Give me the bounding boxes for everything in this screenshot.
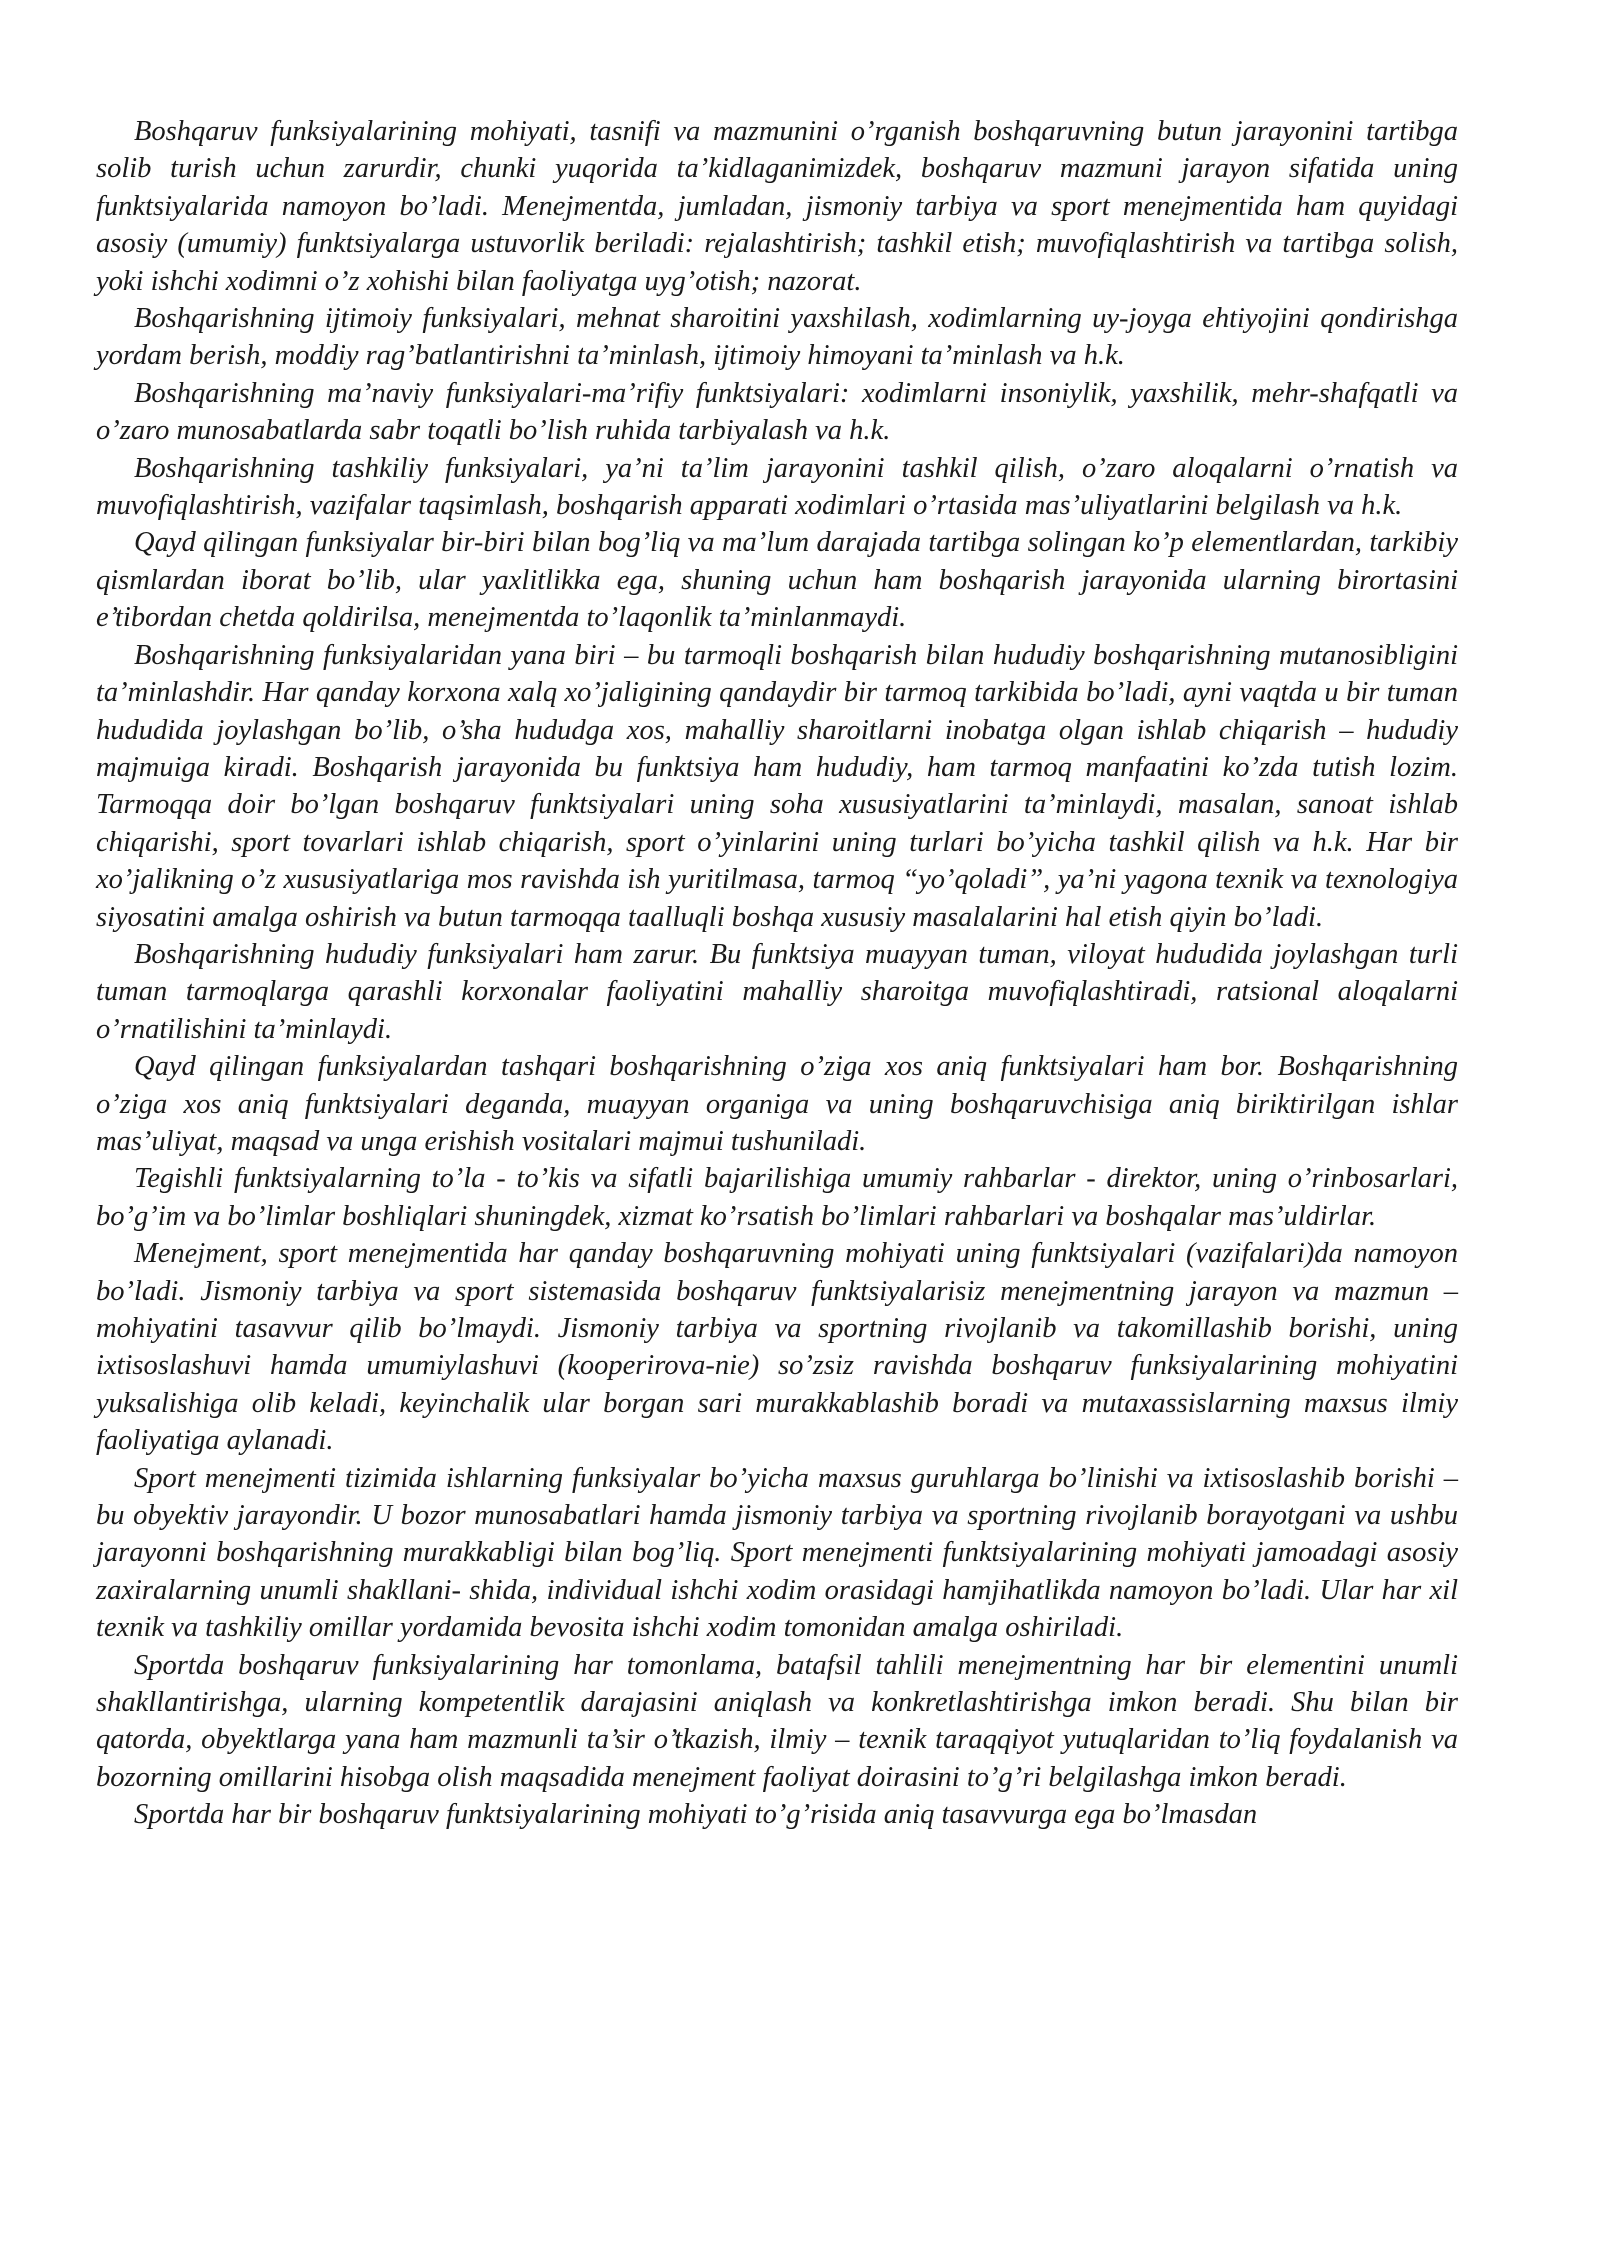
paragraph: Boshqarishning ma’naviy funksiyalari-ma’rifiy funktsiyalari: xodimlarni insoniylik, yaxshilik, mehr-shafqatli va o’zaro munosabatlarda sabr toqatli bo’lish ruhida tarbiyalash va h.k. (96, 377, 1458, 447)
paragraph: Boshqarishning ijtimoiy funksiyalari, mehnat sharoitini yaxshilash, xodimlarning uy-joyga ehtiyojini qondirishga yordam berish, moddiy rag’batlantirishni ta’minlash, ijtimoiy himoyani ta’minlash va h.k. (96, 303, 1458, 372)
paragraph: Sport menejmenti tizimida ishlarning funksiyalar bo’yicha maxsus guruhlarga bo’linishi va ixtisoslashib borishi – bu obyektiv jarayondir. U bozor munosabatlari hamda jismoniy tarbiya va sportning rivojlanib borayotgani va ushbu jarayonni boshqarishning murakkabligi bilan bog’liq. Sport menejmenti funktsiyalarining mohiyati jamoadagi asosiy zaxiralarning unumli shakllani- shida, individual ishchi xodim orasidagi hamjihatlikda namoyon bo’ladi. Ular har xil texnik va tashkiliy omillar yordamida bevosita ishchi xodim tomonidan amalga oshiriladi. (96, 1462, 1458, 1644)
paragraph: Sportda boshqaruv funksiyalarining har tomonlama, batafsil tahlili menejmentning har bir elementini unumli shakllantirishga, ularning kompetentlik darajasini aniqlash va konkretlashtirishga imkon beradi. Shu bilan bir qatorda, obyektlarga yana ham mazmunli ta’sir o’tkazish, ilmiy – texnik taraqqiyot yutuqlaridan to’liq foydalanish va bozorning omillarini hisobga olish maqsadida menejment faoliyat doirasini to’g’ri belgilashga imkon beradi. (96, 1649, 1458, 1793)
paragraph: Qayd qilingan funksiyalardan tashqari boshqarishning o’ziga xos aniq funktsiyalari ham bor. Boshqarishning o’ziga xos aniq funktsiyalari deganda, muayyan organiga va uning boshqaruvchisiga aniq biriktirilgan ishlar mas’uliyat, maqsad va unga erishish vositalari majmui tushuniladi. (96, 1051, 1458, 1157)
paragraph: Boshqarishning tashkiliy funksiyalari, ya’ni ta’lim jarayonini tashkil qilish, o’zaro aloqalarni o’rnatish va muvofiqlashtirish, vazifalar taqsimlash, boshqarish apparati xodimlari o’rtasida mas’uliyatlarini belgilash va h.k. (96, 452, 1458, 522)
paragraph: Boshqaruv funksiyalarining mohiyati, tasnifi va mazmunini o’rganish boshqaruvning butun jarayonini tartibga solib turish uchun zarurdir, chunki yuqorida ta’kidlaganimizdek, boshqaruv mazmuni jarayon sifatida uning funktsiyalarida namoyon bo’ladi. Menejmentda, jumladan, jismoniy tarbiya va sport menejmentida ham quyidagi asosiy (umumiy) funktsiyalarga ustuvorlik beriladi: rejalashtirish; tashkil etish; muvofiqlashtirish va tartibga solish, yoki ishchi xodimni o’z xohishi bilan faoliyatga uyg’otish; nazorat. (96, 116, 1458, 297)
paragraph: Sportda har bir boshqaruv funktsiyalarining mohiyati to’g’risida aniq tasavvurga ega bo’lmasdan (134, 1799, 1258, 1831)
paragraph: Tegishli funktsiyalarning to’la - to’kis va sifatli bajarilishiga umumiy rahbarlar - direktor, uning o’rinbosarlari, bo’g’im va bo’limlar boshliqlari shuningdek, xizmat ko’rsatish bo’limlari rahbarlari va boshqalar mas’uldirlar. (96, 1163, 1458, 1232)
document-page (96, 113, 1458, 1834)
paragraph: Boshqarishning funksiyalaridan yana biri – bu tarmoqli boshqarish bilan hududiy boshqarishning mutanosibligini ta’minlashdir. Har qanday korxona xalq xo’jaligining qandaydir bir tarmoq tarkibida bo’ladi, ayni vaqtda u bir tuman hududida joylashgan bo’lib, o’sha hududga xos, mahalliy sharoitlarni inobatga olgan ishlab chiqarish – hududiy majmuiga kiradi. Boshqarish jarayonida bu funktsiya ham hududiy, ham tarmoq manfaatini ko’zda tutish lozim. Tarmoqqa doir bo’lgan boshqaruv funktsiyalari uning soha xususiyatlarini ta’minlaydi, masalan, sanoat ishlab chiqarishi, sport tovarlari ishlab chiqarish, sport o’yinlarini uning turlari bo’yicha tashkil qilish va h.k. Har bir xo’jalikning o’z xususiyatlariga mos ravishda ish yuritilmasa, tarmoq “yo’qoladi”, ya’ni yagona texnik va texnologiya siyosatini amalga oshirish va butun tarmoqqa taalluqli boshqa xususiy masalalarini hal etish qiyin bo’ladi. (96, 639, 1458, 933)
paragraph: Qayd qilingan funksiyalar bir-biri bilan bog’liq va ma’lum darajada tartibga solingan ko’p elementlardan, tarkibiy qismlardan iborat bo’lib, ular yaxlitlikka ega, shuning uchun ham boshqarish jarayonida ularning birortasini e’tibordan chetda qoldirilsa, menejmentda to’laqonlik ta’minlanmaydi. (96, 527, 1458, 634)
paragraph: Menejment, sport menejmentida har qanday boshqaruvning mohiyati uning funktsiyalari (vazifalari)da namoyon bo’ladi. Jismoniy tarbiya va sport sistemasida boshqaruv funktsiyalarisiz menejmentning jarayon va mazmun – mohiyatini tasavvur qilib bo’lmaydi. Jismoniy tarbiya va sportning rivojlanib va takomillashib borishi, uning ixtisoslashuvi hamda umumiylashuvi (kooperirova-nie) so’zsiz ravishda boshqaruv funksiyalarining mohiyatini yuksalishiga olib keladi, keyinchalik ular borgan sari murakkablashib boradi va mutaxassislarning maxsus ilmiy faoliyatiga aylanadi. (96, 1238, 1458, 1457)
paragraph: Boshqarishning hududiy funksiyalari ham zarur. Bu funktsiya muayyan tuman, viloyat hududida joylashgan turli tuman tarmoqlarga qarashli korxonalar faoliyatini mahalliy sharoitga muvofiqlashtiradi, ratsional aloqalarni o’rnatilishini ta’minlaydi. (96, 938, 1458, 1045)
